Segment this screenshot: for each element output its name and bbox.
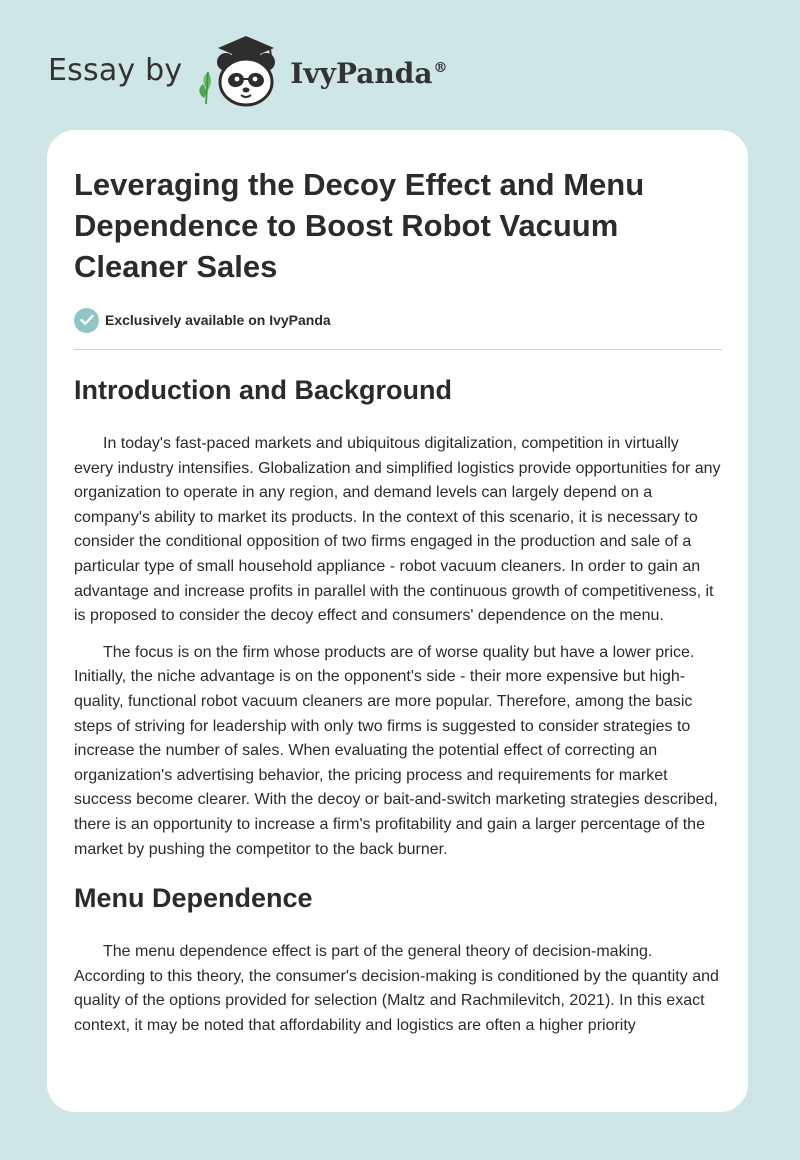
section-heading-menu-dependence: Menu Dependence: [74, 883, 313, 914]
essay-title: Leveraging the Decoy Effect and Menu Dependence to Boost Robot Vacuum Cleaner Sales: [74, 167, 645, 284]
paragraph: In today's fast-paced markets and ubiquitous digitalization, competition in virtually every industry intensifies. Globalization and simplified logistics provide opportunities for any organization to operate in any region, and demand levels can largely depend on a company's ability to market its products. In the context of this scenario, it is necessary to consider the conditional opposition of two firms engaged in the production and sale of a particular type of small household appliance - robot vacuum cleaners. In order to gain an advantage and increase profits in parallel with the continuous growth of competitiveness, it is proposed to consider the decoy effect and consumers' dependence on the menu.: [74, 435, 721, 625]
brand-prefix: Essay by: [48, 52, 183, 88]
registered-mark: ®: [433, 60, 448, 77]
badge-label: Exclusively available on IvyPanda: [105, 312, 331, 328]
divider: [74, 349, 722, 350]
site-header: [48, 32, 447, 112]
brand-name: IvyPanda®: [290, 56, 448, 90]
check-circle-icon: [74, 308, 99, 333]
exclusive-badge: [74, 307, 722, 333]
paragraph: The menu dependence effect is part of the general theory of decision-making. According to this theory, the consumer's decision-making is conditioned by the quantity and quality of the options provided for selection (Maltz and Rachmilevitch, 2021). In this exact context, it may be noted that affordability and logistics are often a higher priority: [74, 943, 719, 1034]
essay-card: [47, 130, 748, 1112]
panda-logo-icon[interactable]: [196, 32, 288, 112]
section-heading-introduction: Introduction and Background: [74, 375, 452, 405]
paragraph: The focus is on the firm whose products are of worse quality but have a lower price. Initially, the niche advantage is on the opponent's side - their more expensive but high-quality, functional robot vacuum cleaners are more popular. Therefore, among the basic steps of striving for leadership with only two firms is suggested to consider strategies to increase the number of sales. When evaluating the potential effect of correcting an organization's advertising behavior, the pricing process and requirements for market success become clearer. With the decoy or bait-and-switch marketing strategies described, there is an opportunity to increase a firm's profitability and gain a larger percentage of the market by pushing the competitor to the back burner.: [74, 643, 718, 858]
